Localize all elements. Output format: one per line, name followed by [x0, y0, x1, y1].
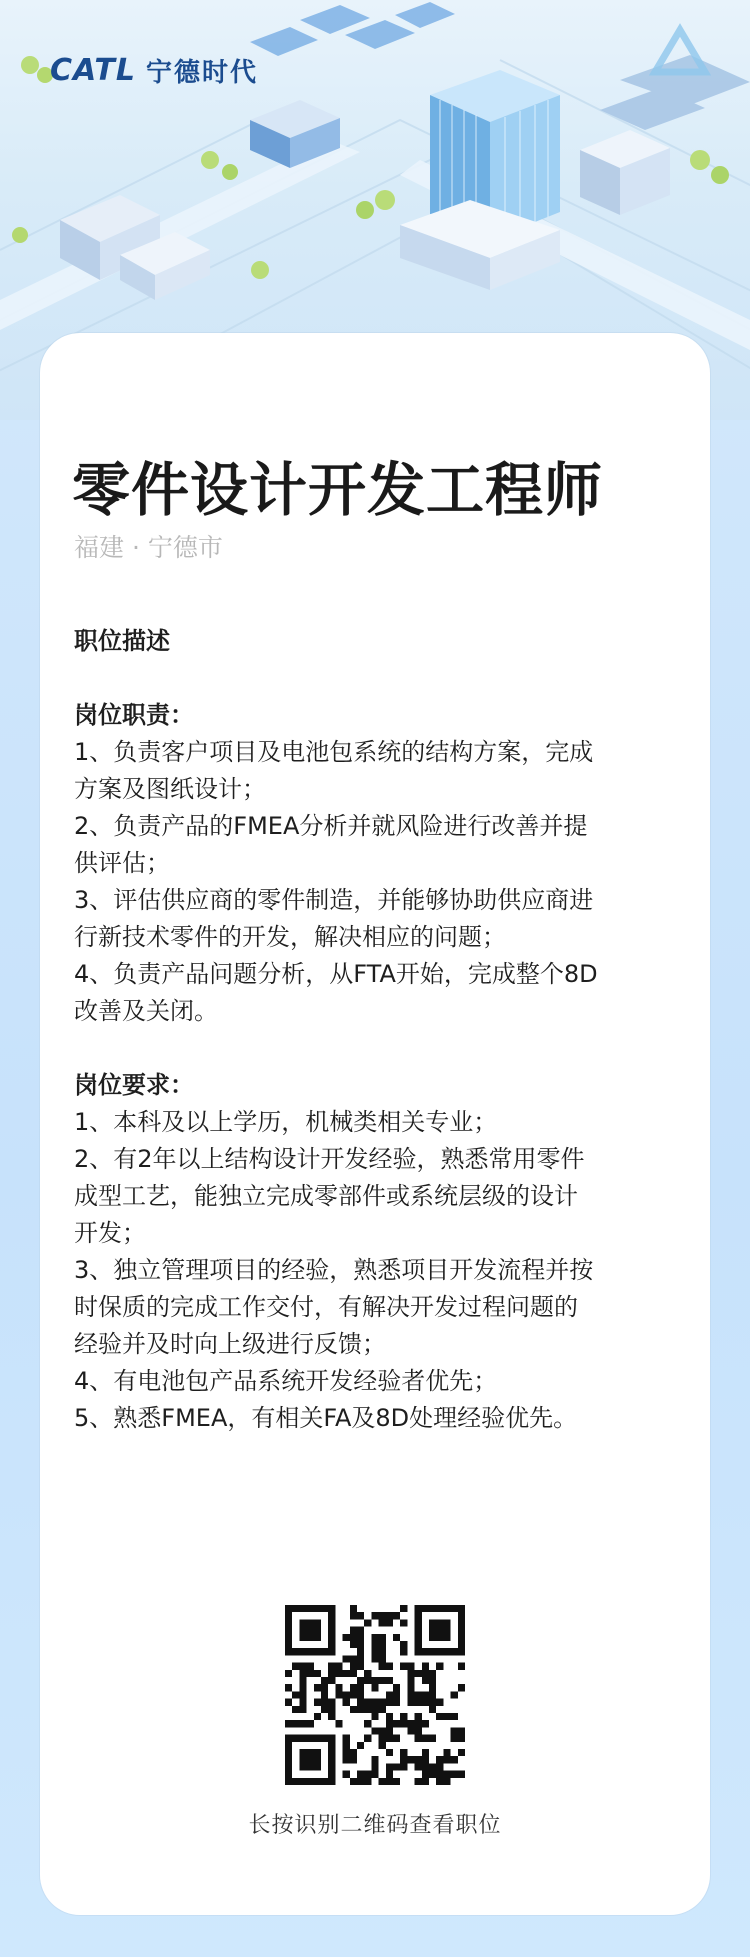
- responsibility-line: 改善及关闭。: [74, 997, 218, 1025]
- qr-code-icon[interactable]: [285, 1605, 465, 1785]
- requirement-line: 3、独立管理项目的经验，熟悉项目开发流程并按: [74, 1256, 594, 1284]
- job-location: 福建 · 宁德市: [74, 533, 223, 562]
- requirement-line: 开发；: [74, 1219, 146, 1247]
- logo-chinese: 宁德时代: [145, 58, 258, 88]
- requirement-line: 经验并及时向上级进行反馈；: [74, 1330, 386, 1358]
- responsibility-line: 方案及图纸设计；: [74, 775, 266, 803]
- requirement-line: 成型工艺，能独立完成零部件或系统层级的设计: [74, 1182, 578, 1210]
- requirement-line: 5、熟悉FMEA，有相关FA及8D处理经验优先。: [74, 1404, 578, 1432]
- job-title: 零件设计开发工程师: [72, 456, 604, 524]
- responsibility-line: 3、评估供应商的零件制造，并能够协助供应商进: [74, 886, 594, 914]
- requirement-line: 2、有2年以上结构设计开发经验，熟悉常用零件: [74, 1145, 585, 1173]
- job-card: [40, 333, 710, 1915]
- responsibility-line: 4、负责产品问题分析，从FTA开始，完成整个8D: [74, 960, 598, 988]
- job-description: [74, 623, 684, 1437]
- responsibility-line: 1、负责客户项目及电池包系统的结构方案，完成: [74, 738, 594, 766]
- description-heading: 职位描述: [74, 627, 170, 655]
- responsibilities-heading: 岗位职责：: [74, 701, 194, 729]
- qr-code[interactable]: [285, 1605, 465, 1785]
- catl-logo: [50, 52, 258, 89]
- responsibility-line: 行新技术零件的开发，解决相应的问题；: [74, 923, 506, 951]
- requirement-line: 时保质的完成工作交付，有解决开发过程问题的: [74, 1293, 578, 1321]
- qr-caption: 长按识别二维码查看职位: [248, 1813, 502, 1838]
- requirement-line: 4、有电池包产品系统开发经验者优先；: [74, 1367, 498, 1395]
- responsibility-line: 供评估；: [74, 849, 170, 877]
- responsibility-line: 2、负责产品的FMEA分析并就风险进行改善并提: [74, 812, 588, 840]
- requirement-line: 1、本科及以上学历，机械类相关专业；: [74, 1108, 498, 1136]
- section-spacer: [74, 1030, 684, 1067]
- requirements-heading: 岗位要求：: [74, 1071, 194, 1099]
- logo-latin: CATL: [50, 53, 136, 88]
